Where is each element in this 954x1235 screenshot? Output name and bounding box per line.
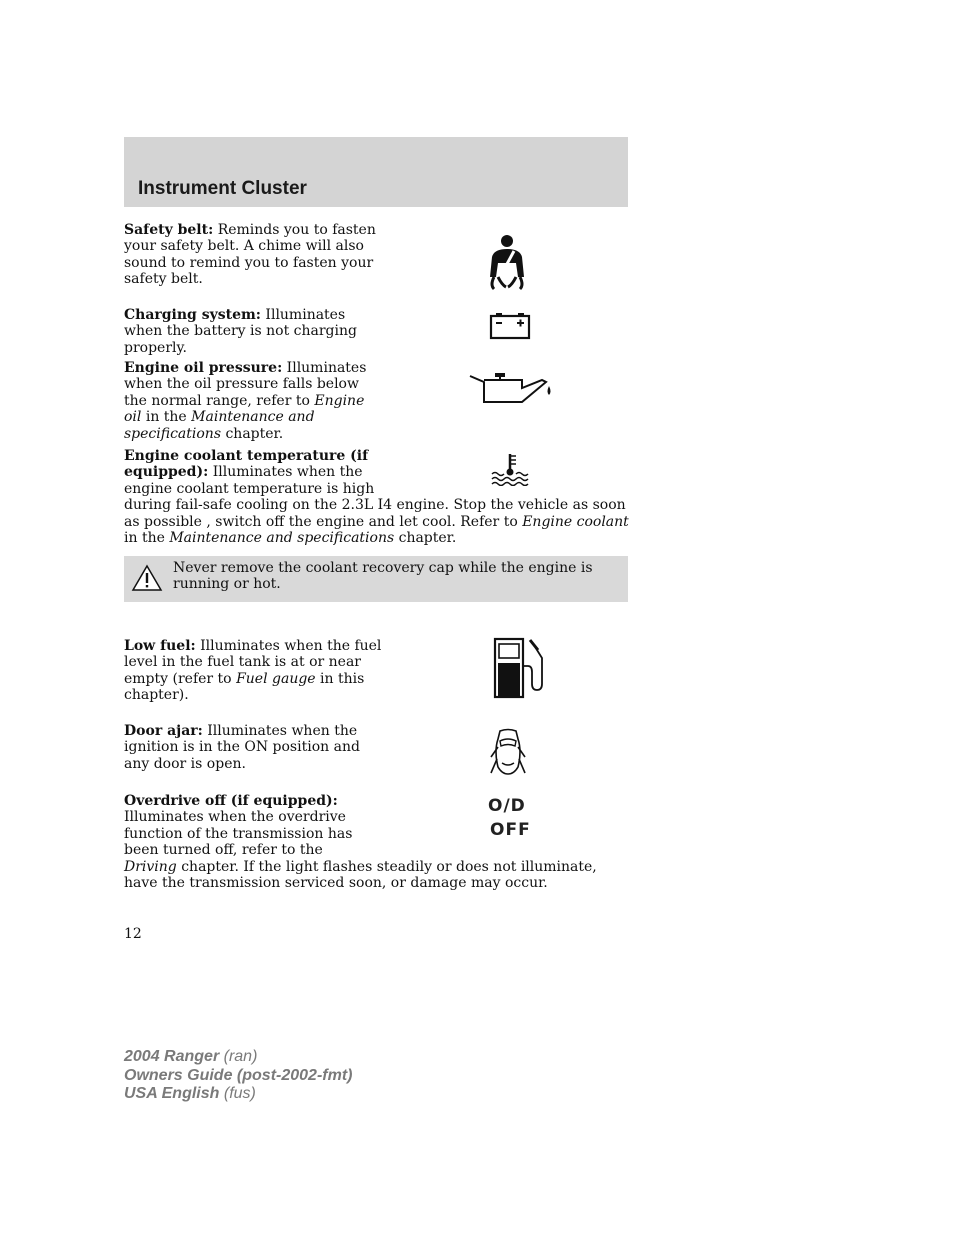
overdrive-paragraph bbox=[124, 793, 630, 891]
coolant-temperature-icon bbox=[490, 452, 530, 486]
engine-coolant-reference: Engine coolant bbox=[522, 513, 629, 530]
overdrive-off-icon-line-2: OFF bbox=[490, 820, 531, 840]
overdrive-off-icon-line-1: O/D bbox=[488, 796, 526, 816]
engine-coolant-text-2: during fail-safe cooling on the 2.3L I4 engine. Stop the vehicle as soon as possible , switch off the engine and let cool. Refer to bbox=[124, 497, 626, 530]
warning-box bbox=[124, 556, 628, 602]
low-fuel-term: Low fuel: bbox=[124, 638, 196, 654]
low-fuel-text-1: Illuminates when the fuel level in the fuel tank is at or near empty (refer to bbox=[124, 638, 382, 687]
safety-belt-text-1: Reminds you to fasten bbox=[213, 222, 376, 238]
overdrive-term: Overdrive off (if equipped): bbox=[124, 793, 338, 809]
engine-oil-term: Engine oil pressure: bbox=[124, 360, 283, 376]
engine-oil-paragraph bbox=[124, 360, 382, 442]
footer-model: 2004 Ranger bbox=[124, 1048, 220, 1065]
page-title: Instrument Cluster bbox=[138, 178, 307, 199]
fuel-gauge-reference: Fuel gauge bbox=[236, 670, 316, 687]
footer-language-code: (fus) bbox=[219, 1085, 256, 1102]
charging-system-text: Illuminates when the battery is not charging properly. bbox=[124, 307, 357, 356]
footer bbox=[124, 1048, 352, 1104]
engine-coolant-text-3: in the bbox=[124, 530, 170, 547]
oil-can-icon bbox=[468, 368, 554, 404]
overdrive-text-1: Illuminates when the overdrive function of the transmission has been turned off, refer to the bbox=[124, 809, 353, 859]
warning-triangle-icon bbox=[131, 564, 163, 592]
battery-icon bbox=[489, 312, 531, 340]
maintenance-reference: Maintenance and specifications bbox=[124, 409, 315, 442]
engine-coolant-text-1: Illuminates when the engine coolant temperature is high bbox=[124, 464, 375, 497]
engine-coolant-text-4: chapter. bbox=[394, 530, 457, 547]
footer-line-2 bbox=[124, 1067, 352, 1086]
fuel-pump-icon bbox=[492, 636, 548, 700]
door-ajar-paragraph bbox=[124, 723, 382, 772]
footer-language: USA English bbox=[124, 1085, 220, 1102]
safety-belt-text-2: your safety belt. A chime will also sound to remind you to fasten your safety belt. bbox=[124, 238, 374, 288]
footer-line-1 bbox=[124, 1048, 352, 1067]
header-band bbox=[124, 137, 628, 207]
footer-guide: Owners Guide (post-2002-fmt) bbox=[124, 1066, 353, 1084]
page-number: 12 bbox=[124, 926, 142, 942]
safety-belt-term: Safety belt: bbox=[124, 222, 214, 238]
warning-text: Never remove the coolant recovery cap while the engine is running or hot. bbox=[173, 560, 593, 593]
engine-oil-reference: Engine oil bbox=[124, 392, 365, 426]
door-ajar-text: Illuminates when the ignition is in the ON position and any door is open. bbox=[124, 723, 360, 772]
engine-oil-text-2: in the bbox=[141, 409, 192, 426]
engine-coolant-term: Engine coolant temperature (if equipped): bbox=[124, 448, 369, 481]
low-fuel-text-2: in this chapter). bbox=[124, 670, 365, 704]
engine-oil-text-3: chapter. bbox=[221, 425, 284, 442]
maintenance-reference-2: Maintenance and specifications bbox=[169, 530, 395, 547]
charging-system-paragraph bbox=[124, 307, 382, 356]
safety-belt-paragraph bbox=[124, 222, 382, 288]
driving-reference: Driving bbox=[124, 858, 177, 875]
overdrive-text-2: chapter. If the light flashes steadily or does not illuminate, have the transmission serviced soon, or damage may occur. bbox=[124, 858, 597, 892]
charging-system-term: Charging system: bbox=[124, 307, 261, 323]
footer-line-3 bbox=[124, 1085, 352, 1104]
engine-oil-text-1: Illuminates when the oil pressure falls below the normal range, refer to bbox=[124, 360, 367, 409]
engine-coolant-paragraph bbox=[124, 448, 630, 546]
door-ajar-term: Door ajar: bbox=[124, 723, 203, 739]
seatbelt-icon bbox=[484, 233, 530, 291]
door-ajar-icon bbox=[488, 727, 528, 779]
low-fuel-paragraph bbox=[124, 638, 382, 704]
footer-model-code: (ran) bbox=[219, 1048, 258, 1065]
